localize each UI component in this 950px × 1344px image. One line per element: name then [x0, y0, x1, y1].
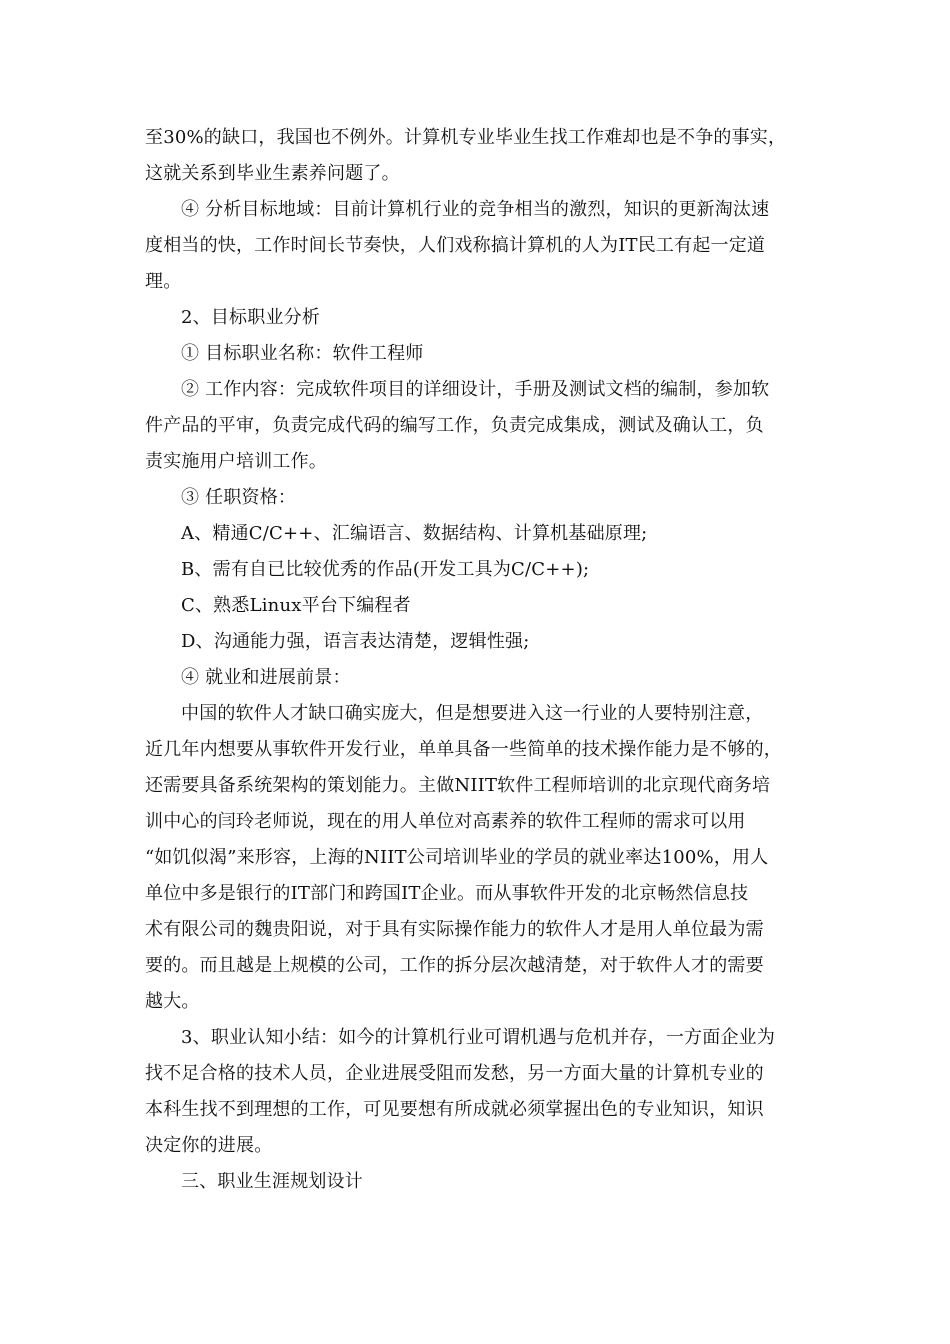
text-line: ④ 就业和进展前景：: [181, 667, 351, 688]
text-line: 度相当的快，工作时间长节奏快，人们戏称搞计算机的人为IT民工有起一定道: [145, 235, 766, 256]
text-line: 这就关系到毕业生素养问题了。: [145, 163, 400, 184]
text-line: 中国的软件人才缺口确实庞大，但是想要进入这一行业的人要特别注意，: [181, 703, 764, 724]
text-line: ① 目标职业名称：软件工程师: [181, 343, 424, 364]
text-line: 件产品的平审，负责完成代码的编写工作，负责完成集成，测试及确认工，负: [145, 415, 764, 436]
text-line: 三、职业生涯规划设计: [181, 1171, 363, 1192]
text-line: ② 工作内容：完成软件项目的详细设计，手册及测试文档的编制，参加软: [181, 379, 770, 400]
text-line: 近几年内想要从事软件开发行业，单单具备一些简单的技术操作能力是不够的，: [145, 739, 782, 760]
text-line: 越大。: [145, 991, 200, 1012]
text-line: 3、职业认知小结：如今的计算机行业可谓机遇与危机并存，一方面企业为: [181, 1027, 776, 1048]
text-line: 单位中多是银行的IT部门和跨国IT企业。而从事软件开发的北京畅然信息技: [145, 883, 749, 904]
text-line: 训中心的闫玲老师说，现在的用人单位对高素养的软件工程师的需求可以用: [145, 811, 746, 832]
text-line: “如饥似渴”来形容，上海的NIIT公司培训毕业的学员的就业率达100%，用人: [145, 847, 769, 868]
text-line: 术有限公司的魏贵阳说，对于具有实际操作能力的软件人才是用人单位最为需: [145, 919, 764, 940]
text-line: ④ 分析目标地域：目前计算机行业的竞争相当的激烈，知识的更新淘汰速: [181, 199, 770, 220]
text-line: B、需有自已比较优秀的作品(开发工具为C/C++);: [181, 559, 590, 580]
text-line: 还需要具备系统架构的策划能力。主做NIIT软件工程师培训的北京现代商务培: [145, 775, 771, 796]
document-body: [145, 120, 810, 1200]
text-line: 至30%的缺口，我国也不例外。计算机专业毕业生找工作难却也是不争的事实，: [145, 127, 787, 148]
text-line: 找不足合格的技术人员，企业进展受阻而发愁，另一方面大量的计算机专业的: [145, 1063, 764, 1084]
text-line: 本科生找不到理想的工作，可见要想有所成就必须掌握出色的专业知识，知识: [145, 1099, 764, 1120]
text-line: 2、目标职业分析: [181, 307, 321, 328]
text-line: ③ 任职资格：: [181, 487, 297, 508]
text-line: A、精通C/C++、汇编语言、数据结构、计算机基础原理;: [181, 523, 648, 544]
text-line: 责实施用户培训工作。: [145, 451, 327, 472]
text-line: 要的。而且越是上规模的公司，工作的拆分层次越清楚，对于软件人才的需要: [145, 955, 764, 976]
text-line: 决定你的进展。: [145, 1135, 273, 1156]
text-line: C、熟悉Linux平台下编程者: [181, 595, 411, 616]
text-line: D、沟通能力强，语言表达清楚，逻辑性强;: [181, 631, 530, 652]
text-line: 理。: [145, 271, 182, 292]
